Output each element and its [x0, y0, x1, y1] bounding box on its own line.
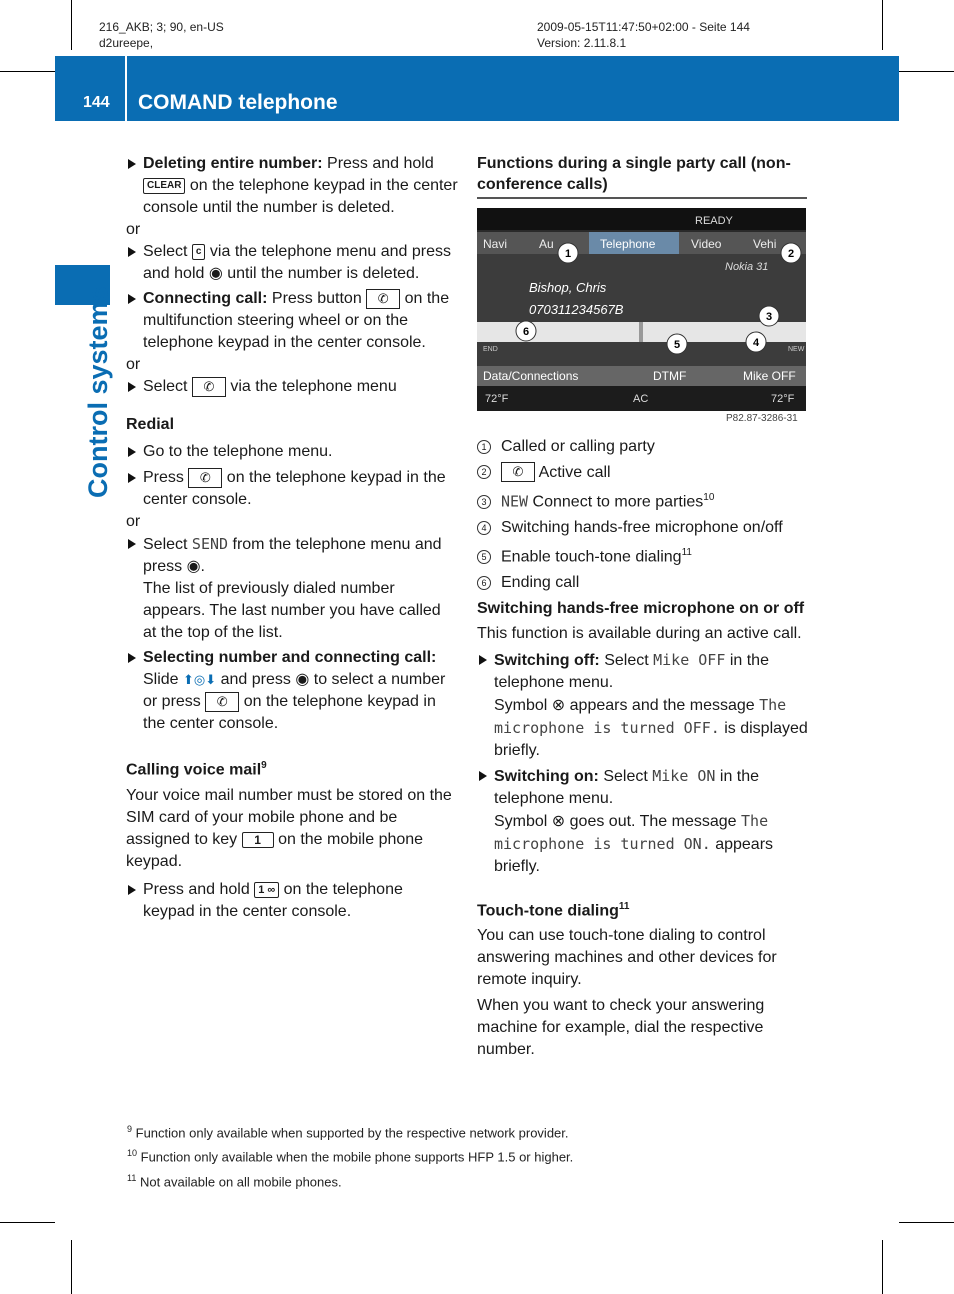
climate-right: 72°F — [771, 393, 795, 405]
section-heading: Touch-tone dialing$^{11}$ — [477, 901, 630, 920]
mic-off-symbol-icon: ⊗ — [551, 813, 566, 830]
crop-mark — [71, 1240, 72, 1294]
list-item: Connecting call: Press button ✆ on the multifunction steering wheel or on the telephone keypad in the center console. — [126, 288, 458, 354]
list-item: Press ✆ on the telephone keypad in the center console. — [126, 467, 458, 511]
page-number: 144 — [83, 94, 110, 111]
comand-screen-figure — [477, 208, 806, 411]
section-heading: Switching hands-free microphone on or off — [477, 600, 805, 617]
callout-1: 1 — [564, 248, 572, 260]
crop-mark — [882, 1240, 883, 1294]
page-header — [55, 56, 899, 121]
crop-mark — [0, 1222, 55, 1223]
one-key-icon: 1 — [242, 832, 274, 848]
controller-press-icon: ◉ — [295, 671, 310, 688]
controller-press-icon: ◉ — [208, 265, 223, 282]
tab-audio: Au — [539, 237, 554, 251]
tab-telephone: Telephone — [600, 237, 656, 251]
climate-left: 72°F — [485, 393, 509, 405]
phone-key-icon: ✆ — [366, 289, 400, 309]
paragraph: This function is available during an active call. — [477, 625, 802, 642]
climate-ac: AC — [633, 393, 649, 405]
list-item: Press and hold 1 ∞ on the telephone keypad in the center console. — [126, 879, 458, 923]
legend-item: 5 Enable touch-tone dialing$^{11}$ — [477, 540, 812, 570]
screen-illustration — [477, 208, 806, 411]
caller-name: Bishop, Chris — [529, 280, 607, 295]
right-column — [477, 153, 807, 199]
clear-key-icon: CLEAR — [143, 178, 185, 194]
section-heading: Redial — [126, 416, 175, 433]
tab-navi: Navi — [483, 237, 508, 251]
footnote: $^{11}$ Not available on all mobile phones. — [127, 1172, 342, 1189]
figure-legend — [477, 434, 812, 596]
phone-key-icon: ✆ — [501, 462, 535, 482]
paragraph: Your voice mail number must be stored on the SIM card of your mobile phone and be assigned to key 1 on the mobile phone keypad. — [126, 787, 452, 871]
tab-video: Video — [691, 237, 722, 251]
legend-item: 4 Switching hands-free microphone on/off — [477, 515, 812, 541]
controller-press-icon: ◉ — [186, 558, 201, 575]
c-key-icon: c — [192, 244, 206, 260]
print-meta-left: 216_AKB; 3; 90, en-US d2ureepe, — [99, 20, 224, 50]
footnotes — [127, 1119, 573, 1192]
page-title: COMAND telephone — [138, 91, 338, 114]
crop-mark — [882, 0, 883, 50]
status-text: READY — [695, 215, 733, 227]
section-side-label: Control systems — [83, 286, 113, 498]
legend-item: 3 NEW Connect to more parties$^{10}$ — [477, 485, 812, 515]
voicemail-key-icon: 1 ∞ — [254, 882, 279, 898]
legend-item: 6 Ending call — [477, 570, 812, 596]
footnote: $^9$ Function only available when supported by the respective network provider. — [127, 1124, 569, 1141]
controller-slide-icon: ⬆◎⬇ — [183, 672, 217, 687]
phone-key-icon: ✆ — [205, 692, 239, 712]
phone-key-icon: ✆ — [192, 377, 226, 397]
list-item: Selecting number and connecting call: Slide ⬆◎⬇ and press ◉ to select a number or press ✆ on the telephone keypad in the center console. — [126, 647, 458, 735]
header-divider — [125, 56, 127, 121]
crop-mark — [899, 1222, 954, 1223]
callout-2: 2 — [787, 248, 795, 260]
caller-number: 070311234567B — [529, 302, 624, 317]
menu-mike-off: Mike OFF — [743, 369, 796, 383]
mic-off-symbol-icon: ⊗ — [551, 697, 566, 714]
list-item: Select SEND from the telephone menu and press ◉. The list of previously dialed number appears. The last number you have called at the top of the list. — [126, 533, 458, 644]
legend-item: 1 Called or calling party — [477, 434, 812, 460]
phone-key-icon: ✆ — [188, 468, 222, 488]
callout-5: 5 — [673, 339, 681, 351]
print-meta-right: 2009-05-15T11:47:50+02:00 - Seite 144 Version: 2.11.8.1 — [537, 20, 750, 50]
list-item: Go to the telephone menu. — [126, 441, 458, 463]
list-item: Switching off: Select Mike OFF in the telephone menu. Symbol ⊗ appears and the message The microphone is turned OFF. is displayed briefly. — [477, 649, 809, 762]
left-column: Deleting entire number: Press and hold CLEAR on the telephone keypad in the center console until the number is deleted. or Select c via the telephone menu and press and hold ◉ until the number is deleted. Connecting call: Press button ✆ on the multifunction steering wheel or on the telephone keypad in the center console. or Select ✆ via the telephone menu Redial Go to the telephone menu. Press ✆ on the telephone keypad in the center console. or Select SEND from the telephone menu and press ◉. The list of previously dialed number appears. The last number you have called at the top of the list. Selecting number and connecting call: Slide ⬆◎⬇ and press ◉ to select a number or press ✆ on the telephone keypad in the center console. Calling voice mail$^9$ Your voice mail number must be stored on the SIM card of your mobile phone and be assigned to key 1 on the mobile phone keypad. Press and hold 1 ∞ on the telephone keypad in the center console. — [126, 153, 458, 923]
callout-4: 4 — [752, 337, 760, 349]
list-item: Select ✆ via the telephone menu — [126, 376, 458, 398]
list-item: Deleting entire number: Press and hold CLEAR on the telephone keypad in the center console until the number is deleted. — [126, 153, 458, 219]
callout-3: 3 — [765, 311, 773, 323]
menu-dtmf: DTMF — [653, 369, 687, 383]
list-item: Switching on: Select Mike ON in the telephone menu. Symbol ⊗ goes out. The message The microphone is turned ON. appears briefly. — [477, 765, 809, 878]
crop-mark — [0, 71, 55, 72]
tab-vehicle: Vehi — [753, 237, 777, 251]
section-heading: Calling voice mail$^9$ — [126, 760, 267, 779]
list-item: Select c via the telephone menu and press and hold ◉ until the number is deleted. — [126, 241, 458, 285]
figure-code: P82.87-3286-31 — [726, 413, 798, 424]
crop-mark — [71, 0, 72, 50]
callout-6: 6 — [522, 326, 530, 338]
footnote: $^{10}$ Function only available when the mobile phone supports HFP 1.5 or higher. — [127, 1148, 574, 1165]
phone-name: Nokia 31 — [725, 261, 769, 273]
new-label: NEW — [788, 346, 805, 353]
legend-item: 2 ✆ Active call — [477, 460, 812, 486]
menu-data-connections: Data/Connections — [483, 369, 579, 383]
paragraph: You can use touch-tone dialing to control answering machines and other devices for remote inquiry. — [477, 927, 777, 989]
end-label: END — [483, 346, 498, 353]
right-column-lower — [477, 598, 809, 1061]
section-heading: Functions during a single party call (non-conference calls) — [477, 153, 807, 199]
paragraph: When you want to check your answering machine for example, dial the respective number. — [477, 997, 765, 1059]
crop-mark — [899, 71, 954, 72]
